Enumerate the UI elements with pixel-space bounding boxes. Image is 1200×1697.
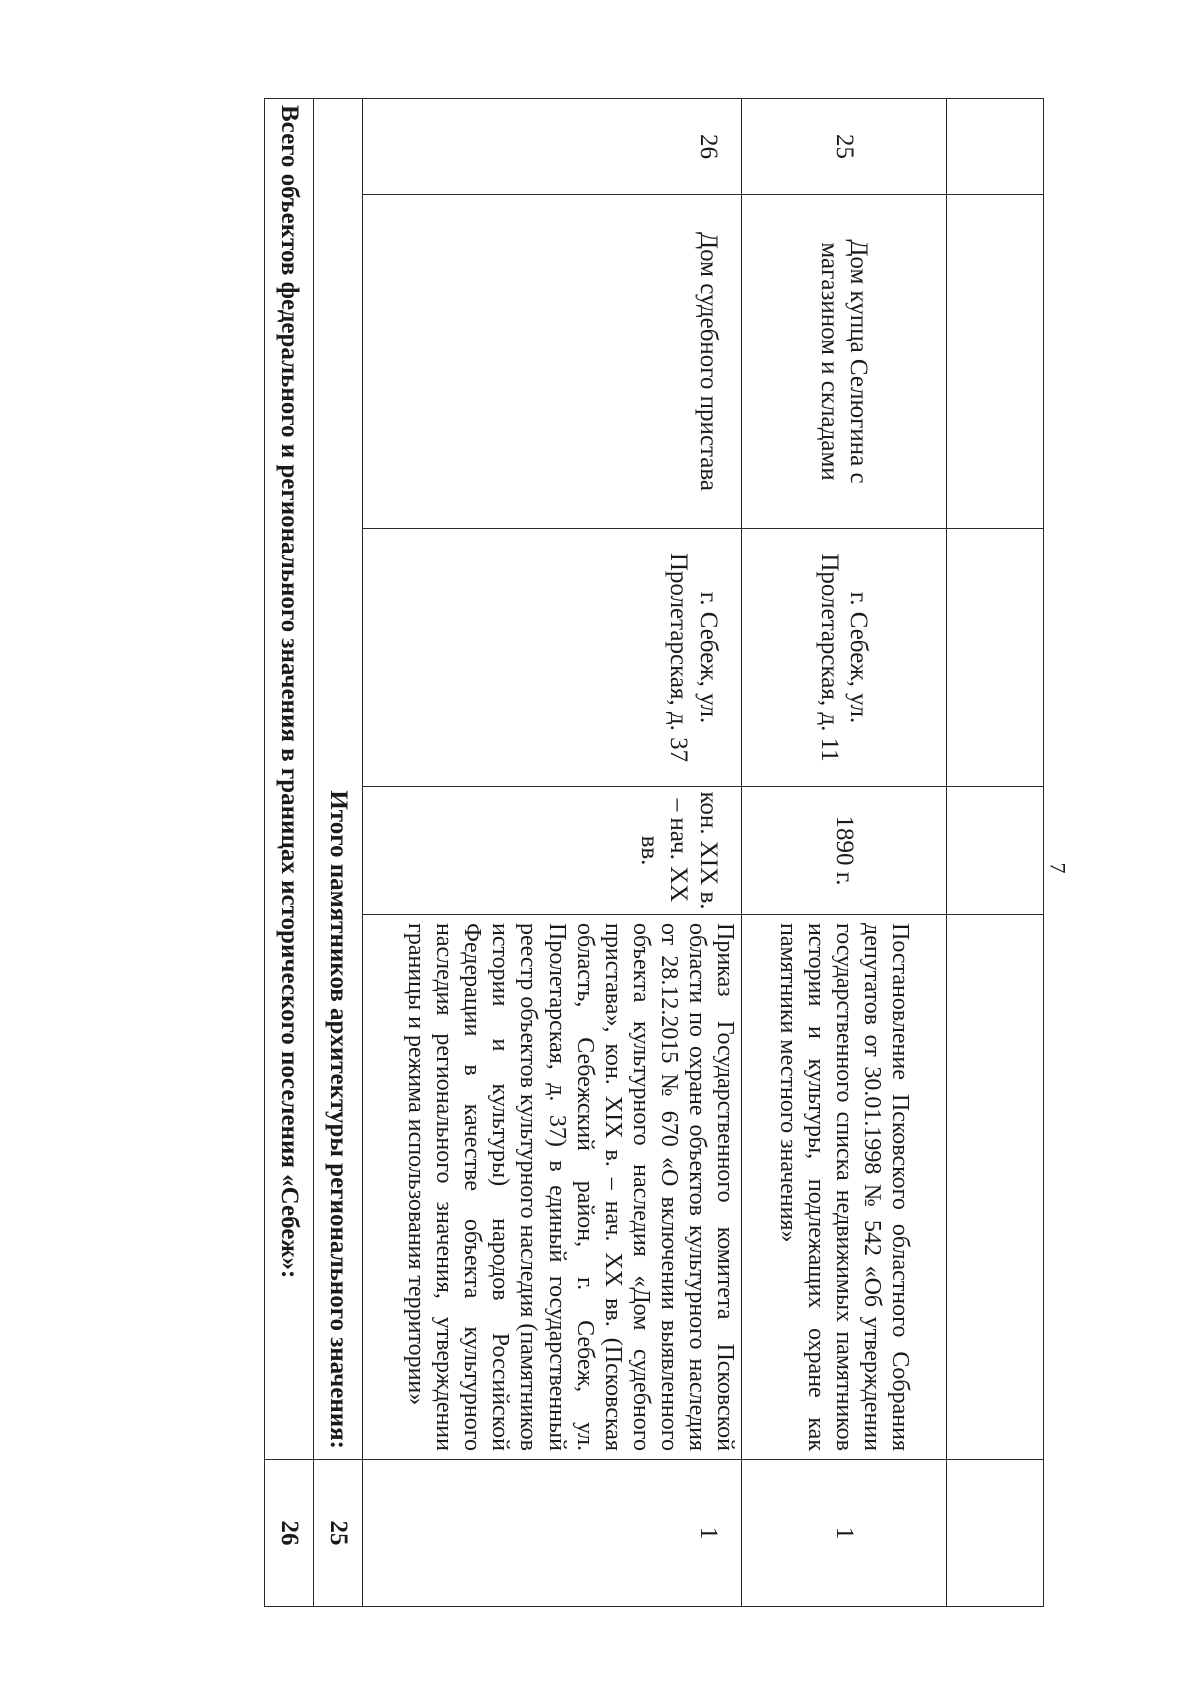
subtotal-label: Итого памятников архитектуры регионального значения: [314, 99, 363, 1460]
object-address: г. Себеж, ул. Пролетарская, д. 37 [363, 529, 742, 787]
cell-empty [947, 787, 1044, 915]
object-name: Дом судебного пристава [363, 195, 742, 529]
cell-empty [947, 99, 1044, 195]
total-value: 26 [265, 1460, 314, 1607]
row-number: 26 [363, 99, 742, 195]
cell-empty [947, 1460, 1044, 1607]
table-row [742, 99, 947, 1607]
legal-document: Приказ Государственного комитета Псковской области по охране объектов культурного наследия от 28.12.2015 № 670 «О включении выявленного объекта культурного наследия «Дом судебного пристава», кон. XIX в. – нач. XX вв. (Псковская область, Себежский район, г. Себеж, ул. Пролетарская, д. 37) в единый государственный реестр объектов культурного наследия (памятников истории и культуры) народов Российской Федерации в качестве объекта культурного наследия регионального значения, утверждении границы и режима использования территории» [363, 915, 742, 1460]
total-row [265, 99, 314, 1607]
cell-empty [947, 195, 1044, 529]
object-date: 1890 г. [742, 787, 947, 915]
row-number: 25 [742, 99, 947, 195]
object-name: Дом купца Селюгина с магазином и складами [742, 195, 947, 529]
object-address: г. Себеж, ул. Пролетарская, д. 11 [742, 529, 947, 787]
total-label: Всего объектов федерального и регионального значения в границах исторического поселения «Себеж»: [265, 99, 314, 1460]
object-count: 1 [742, 1460, 947, 1607]
table-row-continuation [947, 99, 1044, 1607]
legal-document: Постановление Псковского областного Собрания депутатов от 30.01.1998 № 542 «Об утверждении государственного списка недвижимых памятников истории и культуры, подлежащих охране как памятники местного значения» [742, 915, 947, 1460]
monuments-table [264, 98, 1044, 1607]
page-number: 7 [1045, 862, 1071, 874]
subtotal-row [314, 99, 363, 1607]
table-row [363, 99, 742, 1607]
cell-empty [947, 529, 1044, 787]
object-date: кон. XIX в. – нач. XX вв. [363, 787, 742, 915]
rotated-table-wrapper [272, 98, 1044, 1606]
object-count: 1 [363, 1460, 742, 1607]
subtotal-value: 25 [314, 1460, 363, 1607]
cell-empty [947, 915, 1044, 1460]
